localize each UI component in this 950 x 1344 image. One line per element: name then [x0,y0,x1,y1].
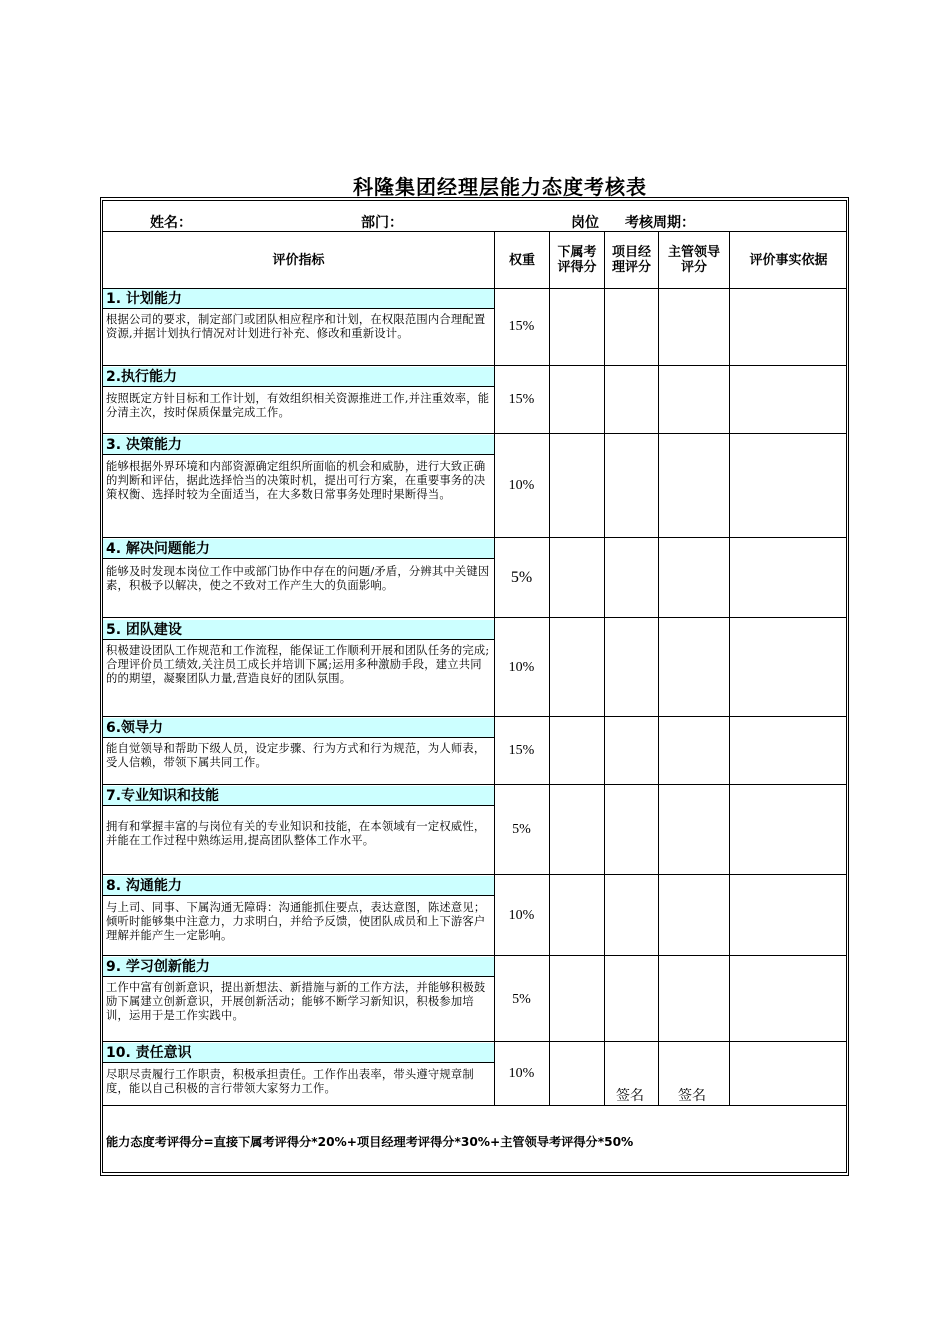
grid-line [102,433,847,434]
period-label: 考核周期： [625,215,695,231]
grid-line [658,231,659,1105]
item-weight: 15% [508,392,535,407]
col-indicator: 评价指标 [272,252,325,268]
item-title: 5. 团队建设 [103,620,494,640]
item-description: 根据公司的要求，制定部门或团队相应程序和计划，在权限范围内合理配置资源,并据计划执行情况对计划进行补充、修改和重新设计。 [106,313,486,340]
grid-line [102,617,847,618]
item-title: 2.执行能力 [103,367,494,387]
lead-signature-label: 签名 [678,1088,706,1104]
score-formula: 能力态度考评得分=直接下属考评得分*20%+项目经理考评得分*30%+主管领导考评得分*50% [106,1135,634,1149]
item-weight: 10% [508,1066,535,1081]
item-title: 7.专业知识和技能 [103,786,494,806]
grid-line [102,365,847,366]
grid-line [102,1041,847,1042]
grid-line [729,231,730,1105]
grid-line [102,716,847,717]
item-description: 按照既定方针目标和工作计划，有效组织相关资源推进工作,并注重效率，能分清主次，按时保质保量完成工作。 [106,392,490,419]
grid-line [102,537,847,538]
grid-line [604,231,605,1105]
item-weight: 10% [508,660,535,675]
item-description: 工作中富有创新意识，提出新想法、新措施与新的工作方法，并能够积极鼓励下属建立创新意识，开展创新活动；能够不断学习新知识，积极参加培训，运用于是工作实践中。 [106,981,486,1022]
col-sub-score: 下属考 评得分 [557,245,597,275]
grid-line [102,955,847,956]
item-description: 尽职尽责履行工作职责，积极承担责任。工作作出表率，带头遵守规章制度，能以自己积极的言行带领大家努力工作。 [106,1068,474,1095]
pm-signature-label: 签名 [616,1088,644,1104]
col-weight: 权重 [508,252,535,268]
item-title: 1. 计划能力 [103,289,494,309]
item-description: 与上司、同事、下属沟通无障碍：沟通能抓住要点，表达意图，陈述意见；倾听时能够集中注意力，力求明白，并给予反馈，使团队成员和上下游客户理解并能产生一定影响。 [106,901,486,942]
item-weight: 5% [510,569,533,586]
item-title: 6.领导力 [103,718,494,738]
item-description: 积极建设团队工作规范和工作流程，能保证工作顺利开展和团队任务的完成; 合理评价员工绩效,关注员工成长并培训下属;运用多种激励手段，建立共同的的期望，凝聚团队力量,营造良好的团队氛围。 [106,644,490,685]
col-lead-score: 主管领导 评分 [667,245,720,275]
name-label: 姓名： [150,215,192,231]
item-weight: 15% [508,743,535,758]
grid-line [102,874,847,875]
item-weight: 10% [508,908,535,923]
table-frame [102,200,847,1173]
col-pm-score: 项目经 理评分 [611,245,651,275]
item-weight: 10% [508,478,535,493]
grid-line [102,1105,847,1106]
grid-line [102,784,847,785]
col-evidence: 评价事实依据 [749,252,828,268]
item-description: 能够及时发现本岗位工作中或部门协作中存在的问题/矛盾，分辨其中关键因素，积极予以解决，使之不致对工作产生大的负面影响。 [106,565,490,592]
item-weight: 5% [512,822,531,837]
item-title: 9. 学习创新能力 [103,957,494,977]
item-title: 8. 沟通能力 [103,876,494,896]
item-description: 拥有和掌握丰富的与岗位有关的专业知识和技能，在本领域有一定权威性，并能在工作过程中熟练运用,提高团队整体工作水平。 [106,820,486,847]
item-title: 3. 决策能力 [103,435,494,455]
item-description: 能自觉领导和帮助下级人员，设定步骤、行为方式和行为规范，为人师表，受人信赖，带领下属共同工作。 [106,742,486,769]
grid-line [549,231,550,1105]
page-title: 科隆集团经理层能力态度考核表 [353,175,647,199]
item-title: 10. 责任意识 [103,1043,494,1063]
position-label: 岗位 [571,215,599,231]
item-weight: 15% [508,319,535,334]
item-title: 4. 解决问题能力 [103,539,494,559]
item-description: 能够根据外界环境和内部资源确定组织所面临的机会和威胁，进行大致正确的判断和评估，据此选择恰当的决策时机，提出可行方案，在重要事务的决策权衡、选择时较为全面适当，在大多数日常事务处理时果断得当。 [106,460,486,501]
dept-label: 部门： [361,215,403,231]
item-weight: 5% [512,992,531,1007]
